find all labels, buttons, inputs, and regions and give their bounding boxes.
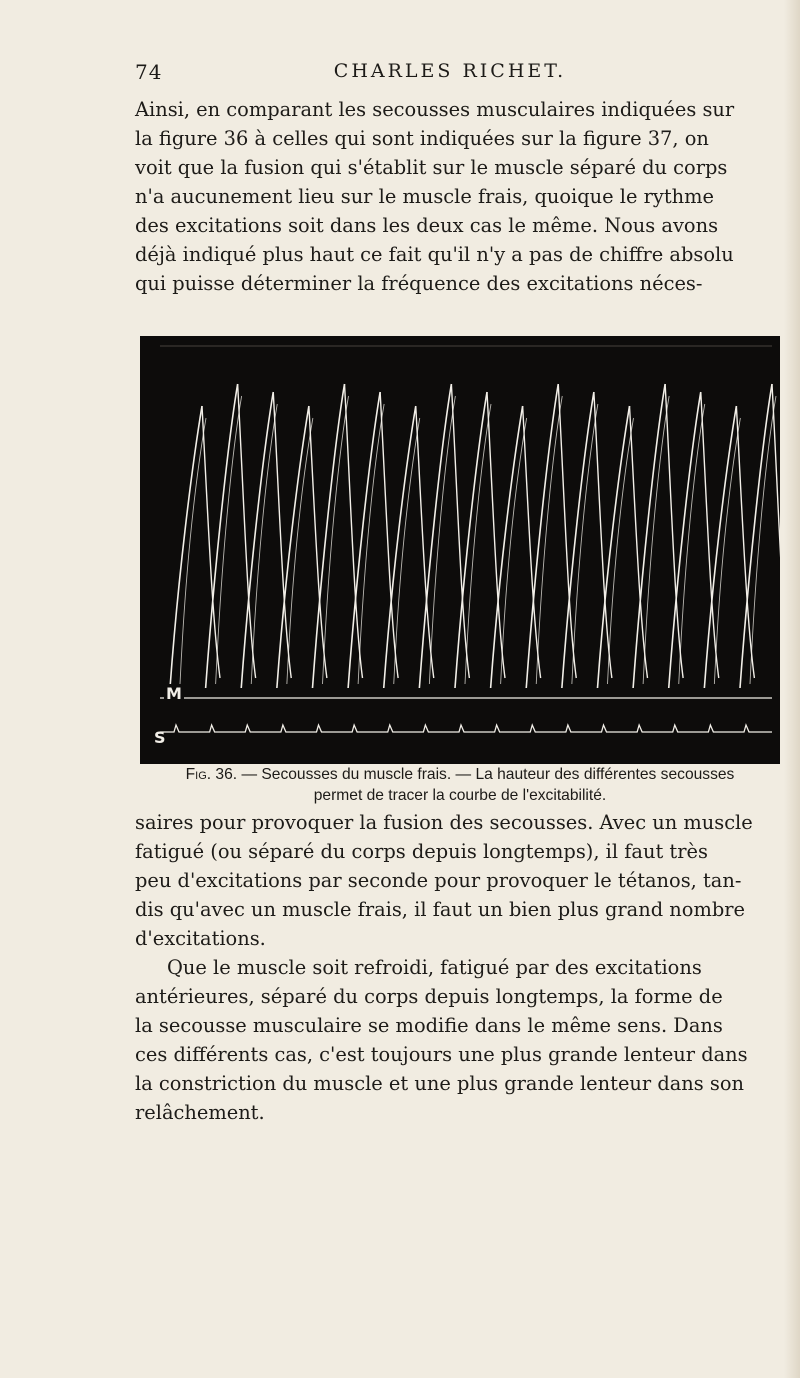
twitch-relax-stroke <box>736 406 754 678</box>
text-line: n'a aucunement lieu sur le muscle frais, quoique le rythme <box>135 185 714 208</box>
twitch-relax-stroke <box>630 406 648 678</box>
twitch-echo-stroke <box>643 396 669 684</box>
text-line: Ainsi, en comparant les secousses musculaires indiquées sur <box>135 98 735 121</box>
twitch-relax-stroke <box>273 392 291 678</box>
twitch-relax-stroke <box>558 384 576 678</box>
text-line: d'excitations. <box>135 927 266 950</box>
stimulus-signal-line <box>160 725 772 732</box>
twitch-relax-stroke <box>487 392 505 678</box>
signal-trace-label: S <box>154 728 166 747</box>
text-line: peu d'excitations par seconde pour provoquer le tétanos, tan- <box>135 869 742 892</box>
page-edge-shadow <box>784 0 800 1378</box>
figure-36-myogram <box>140 336 780 764</box>
twitch-rise-stroke <box>633 384 665 688</box>
twitch-relax-stroke <box>594 392 612 678</box>
twitch-rise-stroke <box>526 384 558 688</box>
twitch-echo-stroke <box>358 404 384 684</box>
caption-text: — Secousses du muscle frais. — La hauteur des différentes secousses <box>241 766 735 783</box>
twitch-echo-stroke <box>679 404 705 684</box>
paragraph-2 <box>135 808 765 1127</box>
text-line: dis qu'avec un muscle frais, il faut un bien plus grand nombre <box>135 898 745 921</box>
text-line: déjà indiqué plus haut ce fait qu'il n'y a pas de chiffre absolu <box>135 243 734 266</box>
muscle-trace-label: M <box>166 684 182 703</box>
text-line: des excitations soit dans les deux cas le même. Nous avons <box>135 214 719 237</box>
twitch-rise-stroke <box>206 384 238 688</box>
text-line: la figure 36 à celles qui sont indiquées sur la figure 37, on <box>135 127 709 150</box>
text-line: voit que la fusion qui s'établit sur le muscle séparé du corps <box>135 156 728 179</box>
myogram-trace <box>140 336 780 764</box>
text-line: relâchement. <box>135 1101 265 1124</box>
twitch-rise-stroke <box>313 384 345 688</box>
twitch-echo-stroke <box>714 418 740 684</box>
twitch-rise-stroke <box>419 384 451 688</box>
twitch-echo-stroke <box>465 404 491 684</box>
twitch-echo-stroke <box>323 396 349 684</box>
twitch-relax-stroke <box>772 384 780 678</box>
page-number: 74 <box>135 60 163 84</box>
twitch-relax-stroke <box>238 384 256 678</box>
twitch-relax-stroke <box>665 384 683 678</box>
running-head-title: CHARLES RICHET. <box>333 60 567 82</box>
text-line: ces différents cas, c'est toujours une plus grande lenteur dans <box>135 1043 748 1066</box>
twitch-echo-stroke <box>429 396 455 684</box>
twitch-echo-stroke <box>216 396 242 684</box>
twitch-echo-stroke <box>394 418 420 684</box>
twitch-echo-stroke <box>536 396 562 684</box>
text-line: Que le muscle soit refroidi, fatigué par des excitations <box>167 956 702 979</box>
text-line: antérieures, séparé du corps depuis longtemps, la forme de <box>135 985 723 1008</box>
paragraph-1 <box>135 95 765 298</box>
twitch-relax-stroke <box>380 392 398 678</box>
twitch-echo-stroke <box>750 396 776 684</box>
twitch-relax-stroke <box>523 406 541 678</box>
twitch-rise-stroke <box>740 384 772 688</box>
twitch-echo-stroke <box>501 418 527 684</box>
twitch-echo-stroke <box>251 404 277 684</box>
text-line: saires pour provoquer la fusion des secousses. Avec un muscle <box>135 811 753 834</box>
twitch-relax-stroke <box>202 406 220 678</box>
twitch-relax-stroke <box>451 384 469 678</box>
caption-figure-number: Fig. 36. <box>185 766 238 783</box>
figure-caption <box>140 764 780 806</box>
twitch-echo-stroke <box>572 404 598 684</box>
caption-text-line-2: permet de tracer la courbe de l'excitabilité. <box>313 787 607 804</box>
twitch-rise-stroke <box>170 406 202 688</box>
twitch-relax-stroke <box>345 384 363 678</box>
twitch-relax-stroke <box>309 406 327 678</box>
text-line: fatigué (ou séparé du corps depuis longtemps), il faut très <box>135 840 708 863</box>
twitch-echo-stroke <box>287 418 313 684</box>
twitch-relax-stroke <box>416 406 434 678</box>
text-line: la constriction du muscle et une plus grande lenteur dans son <box>135 1072 745 1095</box>
text-line: la secousse musculaire se modifie dans le même sens. Dans <box>135 1014 723 1037</box>
text-line: qui puisse déterminer la fréquence des excitations néces- <box>135 272 703 295</box>
twitch-echo-stroke <box>180 418 206 684</box>
twitch-relax-stroke <box>701 392 719 678</box>
twitch-echo-stroke <box>608 418 634 684</box>
running-head <box>135 60 765 90</box>
